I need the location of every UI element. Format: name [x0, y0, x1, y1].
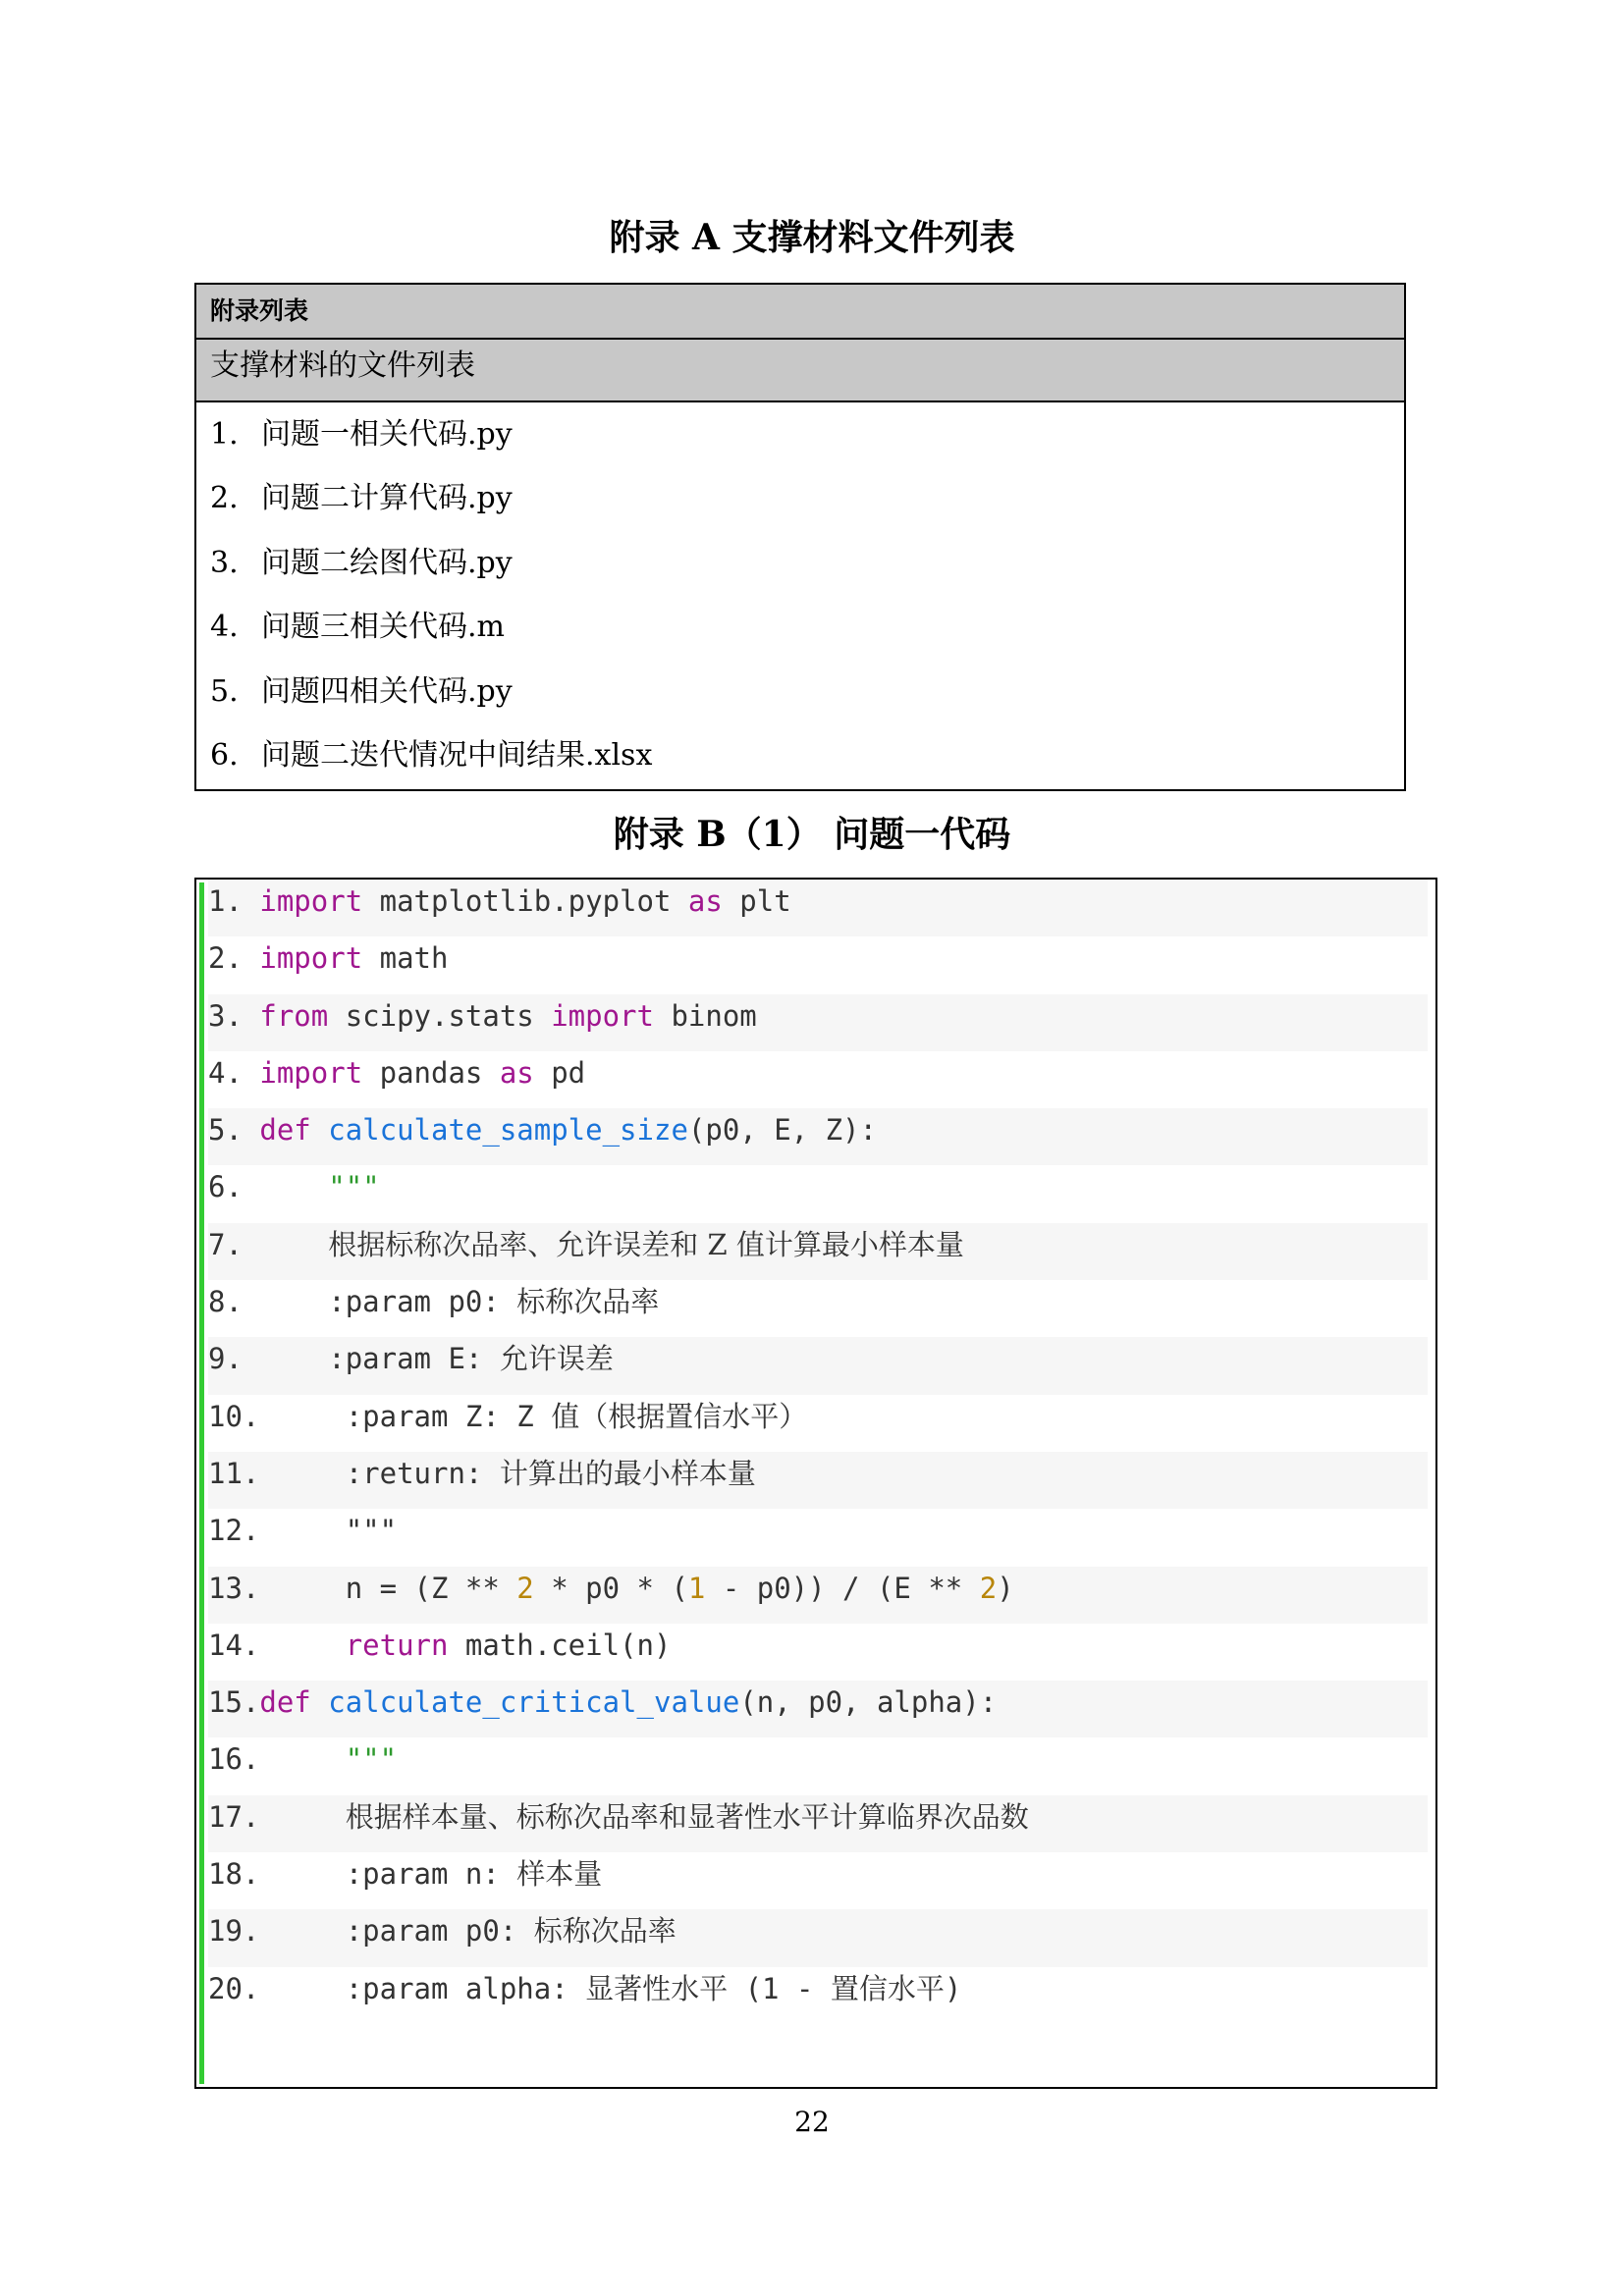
- docstring-text: :param p0: 标称次品率: [328, 1285, 660, 1319]
- file-list-item: [196, 466, 1404, 530]
- line-number: 6.: [208, 1170, 260, 1204]
- appendix-a-title: 附录 A 支撑材料文件列表: [609, 217, 1015, 258]
- code-block: [194, 878, 1437, 2089]
- docstring-text: :param alpha: 显著性水平 (1 - 置信水平): [345, 1971, 962, 2005]
- code-line: [208, 1852, 1428, 1909]
- code-token: - p0)) / (E **: [705, 1571, 980, 1605]
- table-subheader-file-list: 支撑材料的文件列表: [196, 340, 1404, 402]
- code-token: math.ceil(n): [448, 1628, 672, 1662]
- indent: [277, 1972, 346, 2005]
- code-line: [208, 1165, 1428, 1222]
- appendix-b-title: 附录 B（1） 问题一代码: [613, 814, 1011, 855]
- line-number: 7.: [208, 1227, 260, 1261]
- file-list-item: [196, 660, 1404, 723]
- code-line: [208, 1108, 1428, 1165]
- line-number: 3.: [208, 998, 260, 1033]
- indent: [277, 1800, 346, 1834]
- file-name: 问题二计算代码.py: [261, 481, 513, 516]
- indent: [277, 1514, 346, 1547]
- code-token: (n, p0, alpha):: [739, 1685, 998, 1720]
- code-token: ): [997, 1571, 1014, 1605]
- indent: [259, 1228, 328, 1261]
- list-number: 1.: [210, 417, 239, 452]
- keyword-token: return: [345, 1628, 449, 1662]
- file-list-item: [196, 531, 1404, 595]
- file-list-item: [196, 723, 1404, 787]
- file-name: 问题一相关代码.py: [261, 417, 513, 452]
- code-token: math: [362, 941, 449, 976]
- code-line: [208, 1795, 1428, 1852]
- file-list-item: [196, 595, 1404, 659]
- keyword-token: def: [259, 1685, 311, 1720]
- indent: [277, 1629, 346, 1662]
- keyword-token: as: [687, 884, 723, 918]
- keyword-token: import: [551, 998, 654, 1033]
- indent: [277, 1400, 346, 1433]
- code-accent-bar: [199, 882, 204, 2084]
- keyword-token: def: [259, 1113, 311, 1148]
- line-number: 5.: [208, 1113, 260, 1148]
- code-token: binom: [653, 998, 757, 1033]
- docstring-text: 根据样本量、标称次品率和显著性水平计算临界次品数: [345, 1799, 1029, 1834]
- code-line: [208, 1967, 1428, 2024]
- indent: [259, 1285, 328, 1318]
- code-line: [208, 936, 1428, 993]
- string-token: """: [328, 1170, 380, 1204]
- file-name: 问题二迭代情况中间结果.xlsx: [261, 737, 653, 773]
- line-number: 19.: [208, 1914, 277, 1949]
- line-number: 2.: [208, 941, 260, 976]
- list-number: 3.: [210, 545, 239, 580]
- code-line: [208, 994, 1428, 1051]
- code-line: [208, 1909, 1428, 1966]
- indent: [277, 1572, 346, 1605]
- line-number: 10.: [208, 1399, 277, 1433]
- number-token: 2: [979, 1571, 998, 1605]
- code-line: [208, 880, 1428, 936]
- docstring-text: :param n: 样本量: [345, 1857, 603, 1892]
- indent: [277, 1742, 346, 1776]
- table-header-appendix-list: 附录列表: [196, 285, 1404, 340]
- file-name: 问题二绘图代码.py: [261, 545, 513, 580]
- code-token: (p0, E, Z):: [687, 1113, 877, 1148]
- code-line: [208, 1337, 1428, 1394]
- code-line: [208, 1223, 1428, 1280]
- function-name-token: calculate_critical_value: [328, 1685, 740, 1720]
- code-line: [208, 1624, 1428, 1681]
- code-token: scipy.stats: [328, 998, 552, 1033]
- code-line: [208, 1737, 1428, 1794]
- line-number: 17.: [208, 1799, 277, 1834]
- function-name-token: calculate_sample_size: [328, 1113, 688, 1148]
- code-line: [208, 1509, 1428, 1566]
- code-token: pd: [533, 1055, 586, 1090]
- file-name: 问题四相关代码.py: [261, 673, 513, 709]
- indent: [277, 1914, 346, 1948]
- code-token: n = (Z **: [345, 1571, 517, 1605]
- code-line: [208, 1051, 1428, 1108]
- docstring-text: :param p0: 标称次品率: [345, 1914, 677, 1949]
- line-number: 9.: [208, 1342, 260, 1376]
- docstring-text: 根据标称次品率、允许误差和 Z 值计算最小样本量: [328, 1227, 964, 1261]
- string-token: """: [345, 1514, 398, 1548]
- indent: [277, 1457, 346, 1490]
- docstring-text: :param E: 允许误差: [328, 1342, 614, 1376]
- code-token: pandas: [362, 1055, 500, 1090]
- line-number: 13.: [208, 1571, 277, 1605]
- code-line: [208, 1395, 1428, 1452]
- code-line: [208, 1280, 1428, 1337]
- indent: [259, 1342, 328, 1375]
- file-name: 问题三相关代码.m: [261, 610, 505, 645]
- docstring-text: :return: 计算出的最小样本量: [345, 1456, 756, 1490]
- line-number: 14.: [208, 1628, 277, 1662]
- keyword-token: import: [259, 884, 363, 918]
- keyword-token: import: [259, 941, 363, 976]
- line-number: 4.: [208, 1055, 260, 1090]
- number-token: 2: [516, 1571, 534, 1605]
- code-line: [208, 1452, 1428, 1509]
- list-number: 4.: [210, 610, 239, 645]
- line-number: 8.: [208, 1285, 260, 1319]
- keyword-token: from: [259, 998, 329, 1033]
- string-token: """: [345, 1742, 398, 1777]
- list-number: 5.: [210, 673, 239, 709]
- line-number: 11.: [208, 1456, 277, 1490]
- appendix-a-table: [194, 283, 1406, 791]
- indent: [277, 1857, 346, 1891]
- list-number: 6.: [210, 737, 239, 773]
- file-list-item: [196, 402, 1404, 466]
- docstring-text: :param Z: Z 值（根据置信水平）: [345, 1399, 808, 1433]
- list-number: 2.: [210, 481, 239, 516]
- line-number: 16.: [208, 1742, 277, 1777]
- line-number: 15.: [208, 1685, 260, 1720]
- code-token: matplotlib.pyplot: [362, 884, 688, 918]
- keyword-token: import: [259, 1055, 363, 1090]
- line-number: 18.: [208, 1857, 277, 1892]
- code-token: plt: [722, 884, 791, 918]
- page-number: 22: [794, 2106, 830, 2138]
- line-number: 12.: [208, 1514, 277, 1548]
- line-number: 20.: [208, 1971, 277, 2005]
- code-line: [208, 1567, 1428, 1624]
- code-token: [311, 1113, 328, 1147]
- line-number: 1.: [208, 884, 260, 918]
- indent: [259, 1170, 328, 1203]
- keyword-token: as: [499, 1055, 534, 1090]
- number-token: 1: [687, 1571, 706, 1605]
- code-line: [208, 1681, 1428, 1737]
- code-token: [311, 1685, 328, 1719]
- code-token: * p0 * (: [533, 1571, 688, 1605]
